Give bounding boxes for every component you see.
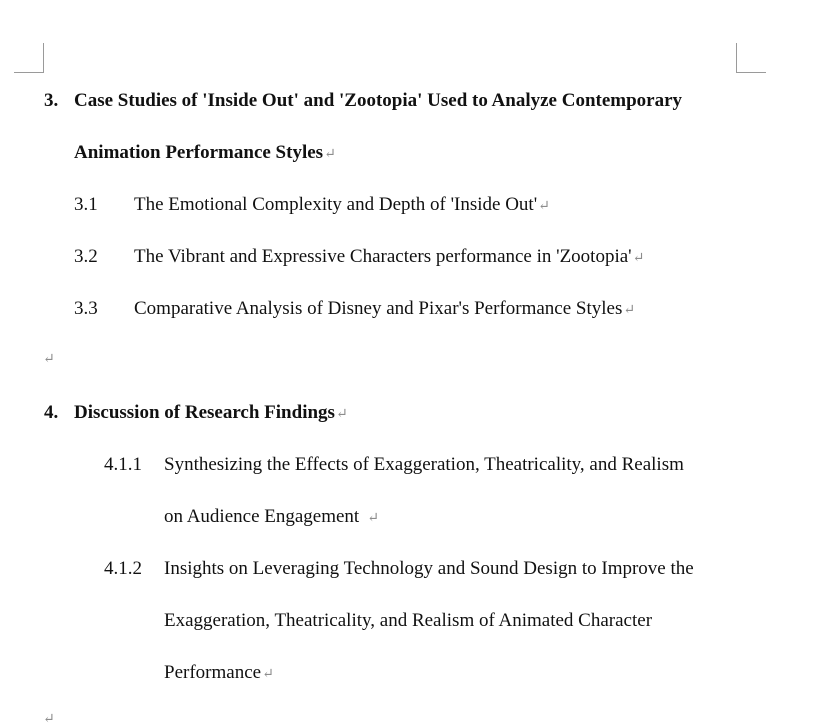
crop-mark-top-right-horizontal [736, 72, 766, 73]
heading-3-1-number[interactable]: 3.1 [74, 194, 98, 215]
heading-3-1-text[interactable]: The Emotional Complexity and Depth of 'Inside Out' [134, 194, 538, 215]
paragraph-mark-icon: ↵ [623, 303, 636, 318]
heading-3-line-2-text[interactable]: Animation Performance Styles [74, 142, 324, 163]
heading-4-1-1-number[interactable]: 4.1.1 [104, 454, 142, 475]
heading-4-number[interactable]: 4. [44, 402, 59, 423]
heading-3-2[interactable] [134, 245, 644, 271]
trailing-paragraph-mark-icon[interactable]: ↵ [43, 712, 55, 727]
heading-4-1-2-line-2[interactable]: Exaggeration, Theatricality, and Realism of Animated Character [164, 610, 653, 631]
heading-3-3[interactable] [134, 297, 635, 323]
heading-4-1-2-line-3[interactable] [164, 661, 274, 687]
paragraph-mark-icon: ↵ [324, 147, 336, 162]
heading-3-3-number[interactable]: 3.3 [74, 298, 98, 319]
heading-4-1-2-line-1[interactable]: Insights on Leveraging Technology and Sound Design to Improve the [164, 558, 694, 579]
heading-4-text[interactable]: Discussion of Research Findings [74, 402, 335, 423]
crop-mark-top-left-horizontal [14, 72, 44, 73]
heading-3-number[interactable]: 3. [44, 90, 59, 111]
heading-4[interactable] [74, 401, 348, 427]
empty-paragraph-mark-icon[interactable]: ↵ [43, 352, 55, 367]
paragraph-mark-icon: ↵ [538, 199, 550, 214]
heading-4-1-2-number[interactable]: 4.1.2 [104, 558, 142, 579]
paragraph-mark-icon: ↵ [367, 511, 379, 526]
heading-3-line-2[interactable] [74, 141, 336, 167]
heading-4-1-1-line-2[interactable] [164, 505, 379, 531]
crop-mark-top-right-vertical [736, 43, 737, 72]
heading-4-1-1-line-1[interactable]: Synthesizing the Effects of Exaggeration, Theatricality, and Realism [164, 454, 684, 475]
crop-mark-top-left-vertical [43, 43, 44, 72]
heading-4-1-1-line-2-text[interactable]: on Audience Engagement [164, 506, 360, 527]
heading-3-2-number[interactable]: 3.2 [74, 246, 98, 267]
paragraph-mark-icon: ↵ [262, 667, 274, 682]
heading-4-1-2-line-3-text[interactable]: Performance [164, 662, 262, 683]
heading-3-2-text[interactable]: The Vibrant and Expressive Characters performance in 'Zootopia' [134, 246, 632, 267]
paragraph-mark-icon: ↵ [335, 407, 348, 422]
heading-3-line-1[interactable]: Case Studies of 'Inside Out' and 'Zootopia' Used to Analyze Contemporary [74, 90, 683, 111]
paragraph-mark-icon: ↵ [632, 251, 645, 266]
heading-3-1[interactable] [134, 193, 550, 219]
heading-3-3-text[interactable]: Comparative Analysis of Disney and Pixar's Performance Styles [134, 298, 623, 319]
